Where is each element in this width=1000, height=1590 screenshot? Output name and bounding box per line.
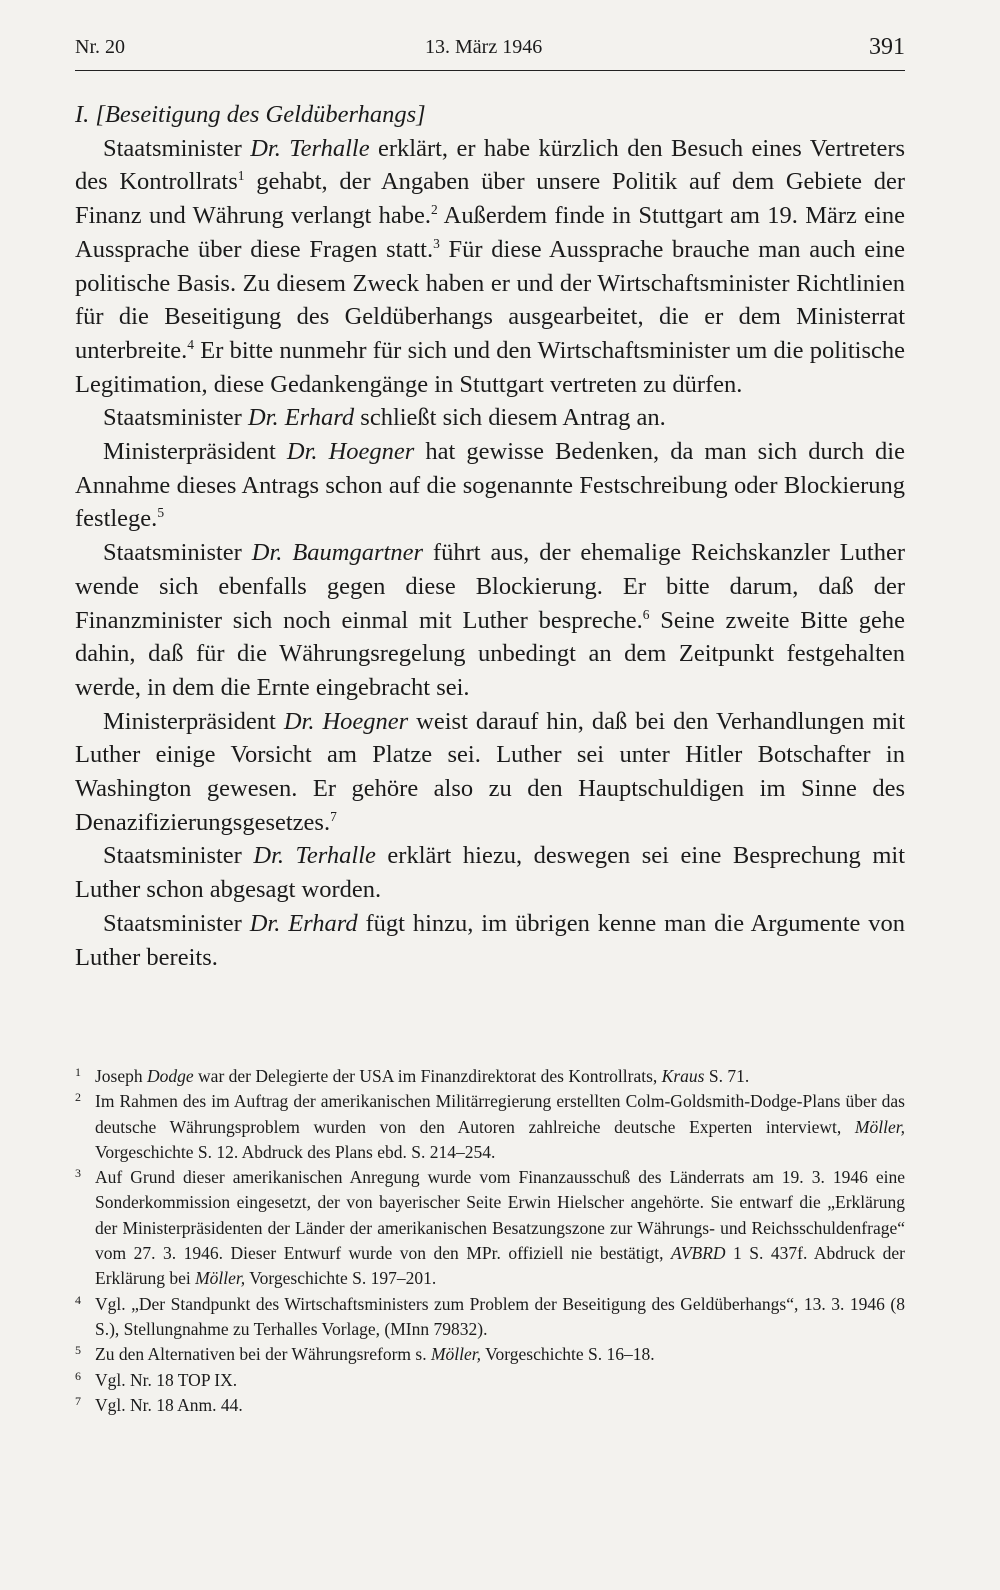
speaker-name: Dr. Hoegner — [283, 707, 409, 735]
footnote-number: 6 — [75, 1368, 81, 1383]
footnote-ref: 2 — [430, 201, 438, 217]
text-run: Seine zweite Bitte gehe dahin, daß für die Währungsregelung unbedingt an dem Zeitpunkt festgehalten werde, in dem die Ernte eingebracht sei. — [75, 606, 905, 701]
footnote — [75, 1342, 905, 1367]
paragraph — [75, 132, 905, 402]
paragraph — [75, 536, 905, 705]
text-run: war der Delegierte der USA im Finanzdirektorat des Kontrollrats, — [193, 1066, 662, 1086]
footnote — [75, 1165, 905, 1291]
paragraph — [75, 401, 905, 435]
footnote — [75, 1393, 905, 1418]
text-run: Im Rahmen des im Auftrag der amerikanischen Militärregierung erstellten Colm-Goldsmith-Dodge-Plans über das deutsche Währungsproblem wurden von den Autoren zahlreiche deutsche Experten interviewt, — [95, 1091, 905, 1137]
paragraph — [75, 705, 905, 840]
text-run: S. 71. — [704, 1066, 750, 1086]
text-run: schließt sich diesem Antrag an. — [354, 404, 666, 432]
paragraph-list — [75, 132, 905, 975]
text-run: erklärt, er habe kürzlich den Besuch eines Vertreters des Kontrollrats — [75, 134, 906, 196]
footnote-number: 3 — [75, 1166, 81, 1181]
text-run: Auf Grund dieser amerikanischen Anregung wurde vom Finanzausschuß des Länderrats am 19. 3. 1946 eine Sonderkommission eingesetzt, der von bayerischer Seite Erwin Hielscher angehörte. Sie entwarf die „Erklärung der Ministerpräsidenten der Länder der amerikanischen Besatzungszone zur Währungs- und Reichsschuldenfrage“ vom 27. 3. 1946. Dieser Entwurf wurde von den MPr. offiziell nie bestätigt, — [95, 1167, 905, 1264]
footnote — [75, 1368, 905, 1393]
paragraph — [75, 839, 905, 906]
main-text — [75, 98, 905, 974]
section-roman: I. — [75, 101, 90, 128]
footnote-ref: 4 — [187, 336, 194, 352]
speaker-role: Ministerpräsident — [103, 438, 276, 466]
footnote-number: 2 — [75, 1090, 81, 1105]
speaker-name: Dr. Terhalle — [250, 134, 370, 162]
speaker-name: Dr. Terhalle — [253, 842, 376, 870]
text-run: Vorgeschichte S. 16–18. — [481, 1344, 655, 1365]
speaker-role: Ministerpräsident — [103, 707, 276, 735]
text-run: fügt hinzu, im übrigen kenne man die Argumente von Luther bereits. — [75, 909, 905, 971]
text-run: 1 S. 437f. Abdruck der Erklärung bei — [95, 1243, 905, 1289]
footnote — [75, 1292, 905, 1343]
speaker-name: Dr. Hoegner — [286, 438, 415, 466]
session-date: 13. März 1946 — [425, 36, 543, 58]
speaker-role: Staatsminister — [103, 842, 242, 870]
cited-name: Möller, — [430, 1344, 482, 1365]
cited-name: Dodge — [147, 1066, 194, 1086]
text-run: Er bitte nunmehr für sich und den Wirtschaftsminister um die politische Legitimation, diese Gedankengänge in Stuttgart vertreten zu dürfen. — [75, 336, 905, 398]
document-number: Nr. 20 — [75, 36, 125, 58]
footnote-number: 5 — [75, 1343, 81, 1358]
footnotes — [75, 1064, 905, 1418]
text-run: erklärt hiezu, deswegen sei eine Besprechung mit Luther schon abgesagt worden. — [75, 842, 906, 904]
speaker-name: Dr. Erhard — [247, 404, 355, 432]
text-run: Außerdem finde in Stuttgart am 19. März eine Aussprache über diese Fragen statt. — [75, 202, 905, 263]
footnote-ref: 6 — [642, 606, 650, 622]
footnote-number: 4 — [75, 1292, 81, 1307]
text-run: weist darauf hin, daß bei den Verhandlungen mit Luther einige Vorsicht am Platze sei. Luther sei unter Hitler Botschafter in Washington gewesen. Er gehöre also zu den Hauptschuldigen im Sinne des Denazifizierungsgesetzes. — [75, 707, 906, 836]
footnote-number: 7 — [75, 1393, 81, 1408]
paragraph — [75, 907, 905, 974]
speaker-name: Dr. Erhard — [249, 909, 358, 937]
page-number: 391 — [869, 34, 905, 60]
cited-name: Möller, — [854, 1116, 905, 1137]
text-run: Vorgeschichte S. 197–201. — [245, 1268, 437, 1289]
footnote-ref: 1 — [237, 168, 245, 184]
footnote — [75, 1064, 905, 1089]
text-run: gehabt, der Angaben über unsere Politik auf dem Gebiete der Finanz und Währung verlangt habe. — [75, 168, 906, 230]
text-run: Vgl. Nr. 18 TOP IX. — [95, 1369, 238, 1390]
text-run: hat gewisse Bedenken, da man sich durch die Annahme dieses Antrags schon auf die sogenannte Festschreibung oder Blockierung festlege. — [75, 438, 905, 533]
section-heading — [75, 98, 905, 132]
cited-name: Kraus — [661, 1066, 705, 1086]
paragraph — [75, 435, 905, 536]
speaker-name: Dr. Baumgartner — [251, 539, 423, 567]
text-run: führt aus, der ehemalige Reichskanzler Luther wende sich ebenfalls gegen diese Blockierung. Er bitte darum, daß der Finanzminister sich noch einmal mit Luther bespreche. — [75, 539, 906, 634]
text-run: Joseph — [95, 1066, 148, 1086]
footnote-ref: 5 — [157, 505, 165, 521]
cited-name: AVBRD — [671, 1243, 726, 1264]
footnote — [75, 1089, 905, 1165]
text-run: Für diese Aussprache brauche man auch eine politische Basis. Zu diesem Zweck haben er und der Wirtschaftsminister Richtlinien für die Beseitigung des Geldüberhangs ausgearbeitet, die er dem Ministerrat unterbreite. — [75, 235, 905, 364]
footnote-ref: 7 — [330, 808, 337, 824]
section-title: [Beseitigung des Geldüberhangs] — [95, 101, 426, 128]
footnote-number: 1 — [75, 1065, 81, 1079]
text-run: Zu den Alternativen bei der Währungsreform s. — [95, 1344, 431, 1365]
speaker-role: Staatsminister — [103, 404, 242, 432]
running-header — [75, 34, 905, 71]
cited-name: Möller, — [195, 1268, 246, 1289]
text-run: Vgl. Nr. 18 Anm. 44. — [95, 1394, 243, 1415]
speaker-role: Staatsminister — [103, 539, 242, 567]
speaker-role: Staatsminister — [103, 909, 242, 937]
footnote-ref: 3 — [433, 235, 440, 251]
speaker-role: Staatsminister — [103, 134, 242, 162]
text-run: Vorgeschichte S. 12. Abdruck des Plans ebd. S. 214–254. — [95, 1141, 496, 1162]
text-run: Vgl. „Der Standpunkt des Wirtschaftsministers zum Problem der Beseitigung des Geldüberhangs“, 13. 3. 1946 (8 S.), Stellungnahme zu Terhalles Vorlage, (MInn 79832). — [95, 1293, 905, 1339]
